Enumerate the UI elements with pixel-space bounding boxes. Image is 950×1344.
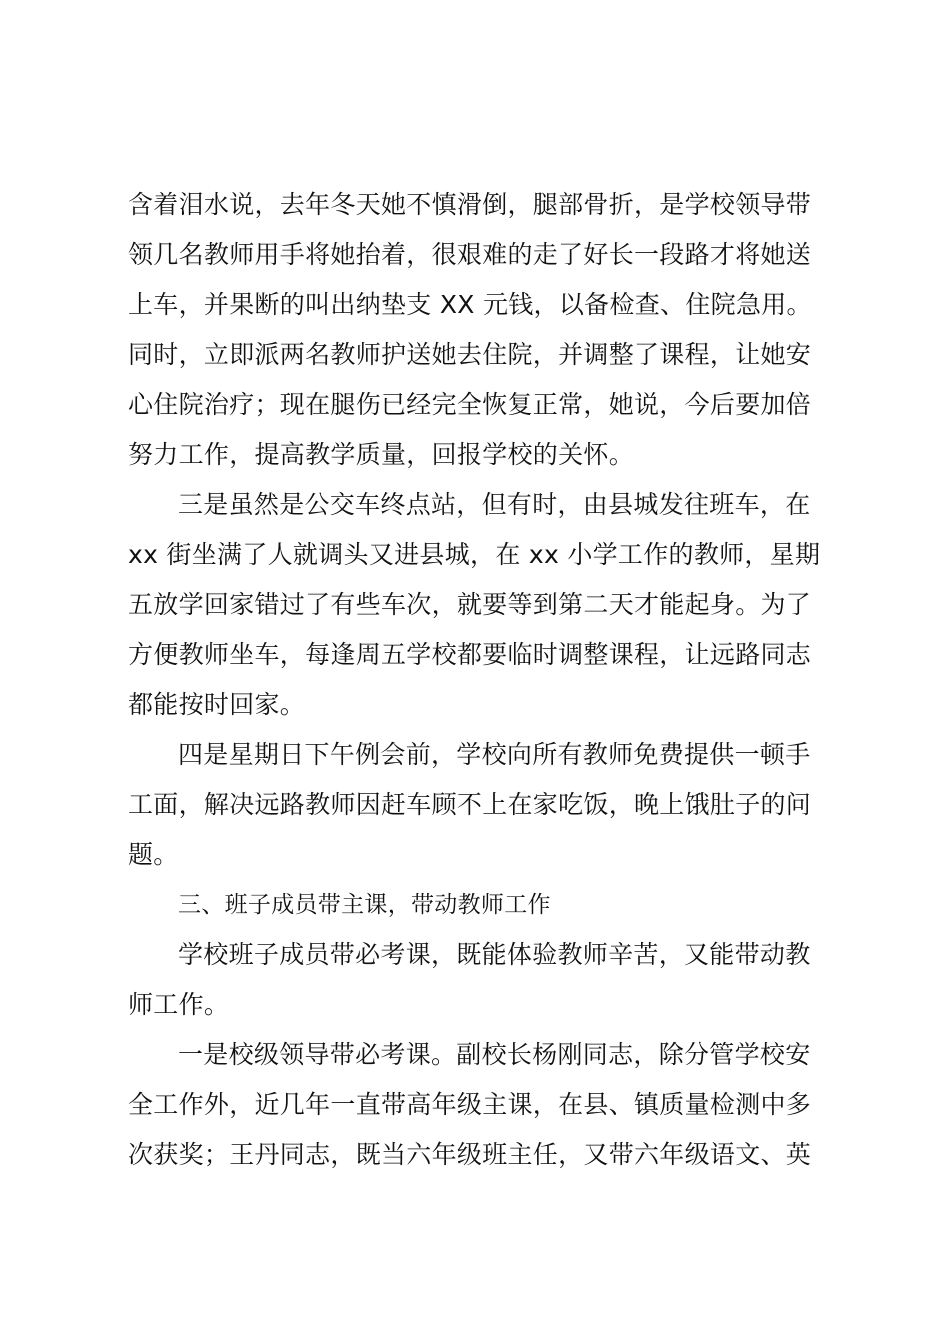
paragraph-start-line: 四是星期日下午例会前，学校向所有教师免费提供一顿手 [178, 740, 811, 769]
text-line: 心住院治疗；现在腿伤已经完全恢复正常，她说，今后要加倍 [128, 390, 812, 419]
section-heading: 三、班子成员带主课，带动教师工作 [178, 892, 551, 918]
text-line: 五放学回家错过了有些车次，就要等到第二天才能起身。为了 [128, 590, 812, 619]
text-line: 同时，立即派两名教师护送她去住院，并调整了课程，让她安 [128, 340, 812, 369]
text-line: 领几名教师用手将她抬着，很艰难的走了好长一段路才将她送 [128, 240, 812, 269]
text-line: 都能按时回家。 [128, 690, 306, 719]
text-line: 上车，并果断的叫出纳垫支 XX 元钱，以备检查、住院急用。 [128, 290, 812, 319]
body-text [128, 180, 838, 1180]
text-line: 含着泪水说，去年冬天她不慎滑倒，腿部骨折，是学校领导带 [128, 190, 812, 219]
text-line: 全工作外，近几年一直带高年级主课，在县、镇质量检测中多 [128, 1090, 812, 1119]
paragraph-start-line: 三是虽然是公交车终点站，但有时，由县城发往班车，在 [178, 490, 811, 519]
text-line: 次获奖；王丹同志，既当六年级班主任，又带六年级语文、英 [128, 1140, 812, 1169]
text-line: 题。 [128, 840, 179, 869]
text-line: 工面，解决远路教师因赶车顾不上在家吃饭，晚上饿肚子的问 [128, 790, 812, 819]
text-line: 师工作。 [128, 990, 230, 1019]
text-line: xx 街坐满了人就调头又进县城，在 xx 小学工作的教师，星期 [128, 540, 821, 569]
text-line: 努力工作，提高教学质量，回报学校的关怀。 [128, 440, 635, 469]
text-line: 方便教师坐车，每逢周五学校都要临时调整课程，让远路同志 [128, 640, 812, 669]
paragraph-start-line: 一是校级领导带必考课。副校长杨刚同志，除分管学校安 [178, 1040, 811, 1069]
paragraph-start-line: 学校班子成员带必考课，既能体验教师辛苦，又能带动教 [178, 940, 811, 969]
